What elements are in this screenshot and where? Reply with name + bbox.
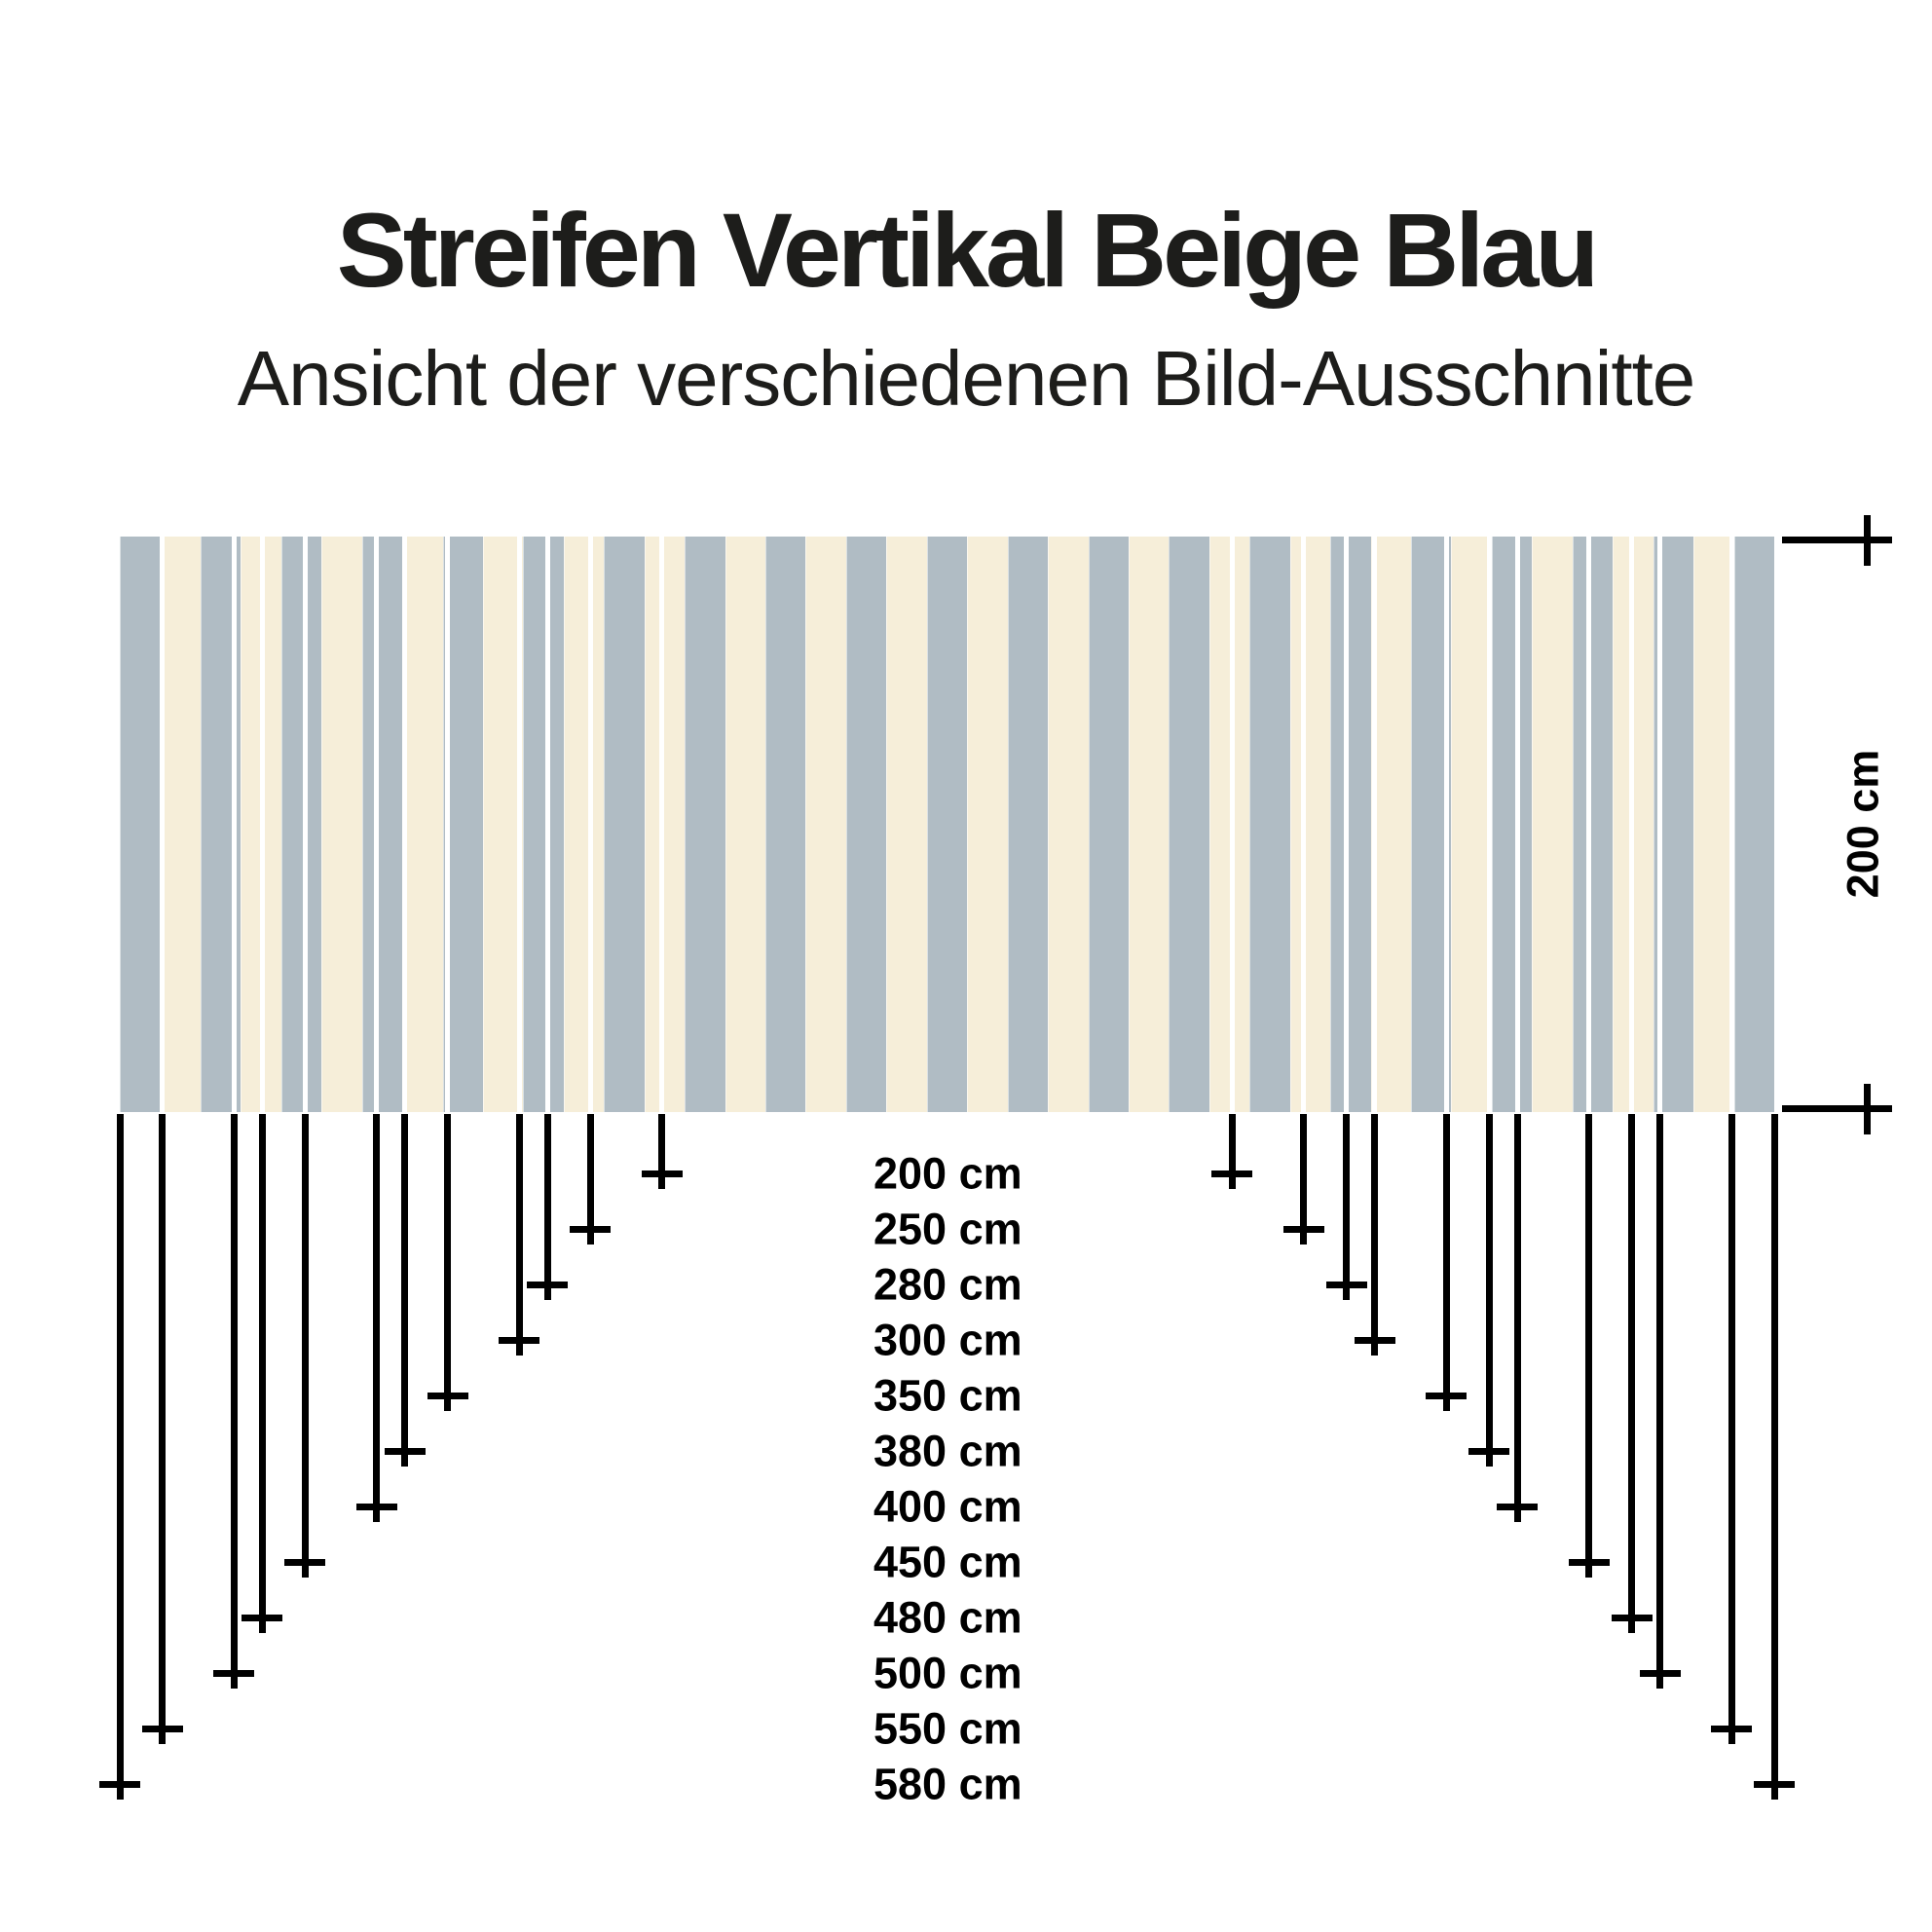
- size-cross-marker: [570, 1226, 611, 1233]
- stripe-beige: [886, 537, 926, 1112]
- size-cross-marker: [1283, 1226, 1324, 1233]
- size-drop-line: [658, 1114, 665, 1189]
- size-drop-line: [373, 1114, 380, 1522]
- stripe-beige: [1532, 537, 1572, 1112]
- size-drop-line: [1486, 1114, 1493, 1467]
- cut-slit: [1301, 537, 1306, 1112]
- stripe-beige: [967, 537, 1007, 1112]
- size-cross-marker: [1468, 1448, 1509, 1455]
- size-drop-line: [1628, 1114, 1635, 1633]
- stripe-beige: [1290, 537, 1330, 1112]
- size-drop-line: [1728, 1114, 1735, 1744]
- stripe-beige: [805, 537, 845, 1112]
- height-dimension-cross-tick: [1864, 515, 1871, 566]
- cut-slit: [545, 537, 550, 1112]
- stripe-blue: [362, 537, 402, 1112]
- size-cross-marker: [356, 1504, 397, 1510]
- stripe-band: [120, 537, 1774, 1112]
- size-cross-marker: [499, 1337, 539, 1344]
- cut-slit: [1444, 537, 1449, 1112]
- size-label: 500 cm: [873, 1648, 1022, 1698]
- stripe-blue: [523, 537, 563, 1112]
- size-cross-marker: [1612, 1615, 1653, 1621]
- cut-slit: [1657, 537, 1662, 1112]
- stripe-beige: [645, 537, 685, 1112]
- height-dimension-cross-tick: [1864, 1084, 1871, 1134]
- size-label: 450 cm: [873, 1537, 1022, 1587]
- cut-slit: [260, 537, 265, 1112]
- size-cross-marker: [1640, 1670, 1681, 1677]
- height-dimension-label: 200 cm: [1838, 749, 1888, 899]
- size-cross-marker: [642, 1170, 683, 1177]
- stripe-blue: [1734, 537, 1774, 1112]
- stripe-blue: [1169, 537, 1208, 1112]
- stripe-blue: [1330, 537, 1370, 1112]
- size-drop-line: [1656, 1114, 1663, 1689]
- size-label: 300 cm: [873, 1315, 1022, 1365]
- size-cross-marker: [1569, 1559, 1610, 1566]
- size-drop-line: [259, 1114, 266, 1633]
- cut-slit: [588, 537, 593, 1112]
- cut-slit: [402, 537, 407, 1112]
- cut-slit: [1230, 537, 1235, 1112]
- size-cross-marker: [1326, 1282, 1367, 1288]
- cut-slit: [1586, 537, 1591, 1112]
- size-label: 280 cm: [873, 1259, 1022, 1310]
- cut-slit: [1515, 537, 1520, 1112]
- size-cross-marker: [1426, 1393, 1467, 1399]
- stripe-blue: [604, 537, 644, 1112]
- stripe-blue: [685, 537, 724, 1112]
- stripe-beige: [1129, 537, 1169, 1112]
- size-cross-marker: [213, 1670, 254, 1677]
- size-drop-line: [1771, 1114, 1778, 1800]
- size-drop-line: [1514, 1114, 1521, 1522]
- page-title: Streifen Vertikal Beige Blau: [336, 191, 1596, 309]
- stripe-blue: [1492, 537, 1532, 1112]
- stripe-beige: [321, 537, 361, 1112]
- stripe-blue: [1573, 537, 1613, 1112]
- size-label: 550 cm: [873, 1703, 1022, 1754]
- stripe-blue: [120, 537, 160, 1112]
- size-drop-line: [444, 1114, 451, 1411]
- size-drop-line: [1585, 1114, 1592, 1578]
- size-label: 200 cm: [873, 1148, 1022, 1199]
- size-cross-marker: [1211, 1170, 1252, 1177]
- cut-slit: [1629, 537, 1634, 1112]
- size-cross-marker: [142, 1726, 183, 1732]
- stripe-beige: [564, 537, 604, 1112]
- cut-slit: [160, 537, 165, 1112]
- size-drop-line: [401, 1114, 408, 1467]
- size-drop-line: [516, 1114, 523, 1356]
- cut-slit: [1372, 537, 1377, 1112]
- size-cross-marker: [1711, 1726, 1752, 1732]
- size-cross-marker: [99, 1781, 140, 1788]
- stripe-blue: [281, 537, 321, 1112]
- stripe-blue: [765, 537, 805, 1112]
- size-label: 350 cm: [873, 1370, 1022, 1421]
- size-cross-marker: [1355, 1337, 1395, 1344]
- stripe-blue: [1249, 537, 1289, 1112]
- size-cross-marker: [284, 1559, 325, 1566]
- stripe-beige: [1048, 537, 1088, 1112]
- size-cross-marker: [427, 1393, 468, 1399]
- stripe-blue: [927, 537, 967, 1112]
- height-dimension-line: [1782, 1105, 1892, 1112]
- size-drop-line: [544, 1114, 551, 1300]
- cut-slit: [445, 537, 450, 1112]
- stripe-blue: [846, 537, 886, 1112]
- size-cross-marker: [242, 1615, 282, 1621]
- size-cross-marker: [527, 1282, 568, 1288]
- size-label: 250 cm: [873, 1204, 1022, 1254]
- size-label: 580 cm: [873, 1759, 1022, 1809]
- size-label: 380 cm: [873, 1426, 1022, 1476]
- cut-slit: [232, 537, 237, 1112]
- size-drop-line: [159, 1114, 166, 1744]
- size-label: 480 cm: [873, 1592, 1022, 1643]
- cut-slit: [374, 537, 379, 1112]
- size-cross-marker: [385, 1448, 426, 1455]
- stripe-blue: [1008, 537, 1048, 1112]
- size-drop-line: [117, 1114, 124, 1800]
- size-drop-line: [1229, 1114, 1236, 1189]
- cut-slit: [517, 537, 522, 1112]
- cut-slit: [1729, 537, 1734, 1112]
- stripe-blue: [1089, 537, 1129, 1112]
- cut-slit: [659, 537, 664, 1112]
- cut-slit: [303, 537, 308, 1112]
- size-drop-line: [231, 1114, 238, 1689]
- cut-slit: [1344, 537, 1349, 1112]
- size-drop-line: [1343, 1114, 1350, 1300]
- size-drop-line: [1443, 1114, 1450, 1411]
- stripe-beige: [402, 537, 442, 1112]
- size-cross-marker: [1497, 1504, 1538, 1510]
- stripe-beige: [725, 537, 765, 1112]
- stripe-beige: [160, 537, 200, 1112]
- stripe-beige: [1693, 537, 1733, 1112]
- size-label: 400 cm: [873, 1481, 1022, 1532]
- size-drop-line: [1371, 1114, 1378, 1356]
- size-drop-line: [302, 1114, 309, 1578]
- height-dimension-line: [1782, 537, 1892, 543]
- size-cross-marker: [1754, 1781, 1795, 1788]
- cut-slit: [1487, 537, 1492, 1112]
- page-subtitle: Ansicht der verschiedenen Bild-Ausschnitte: [237, 335, 1695, 422]
